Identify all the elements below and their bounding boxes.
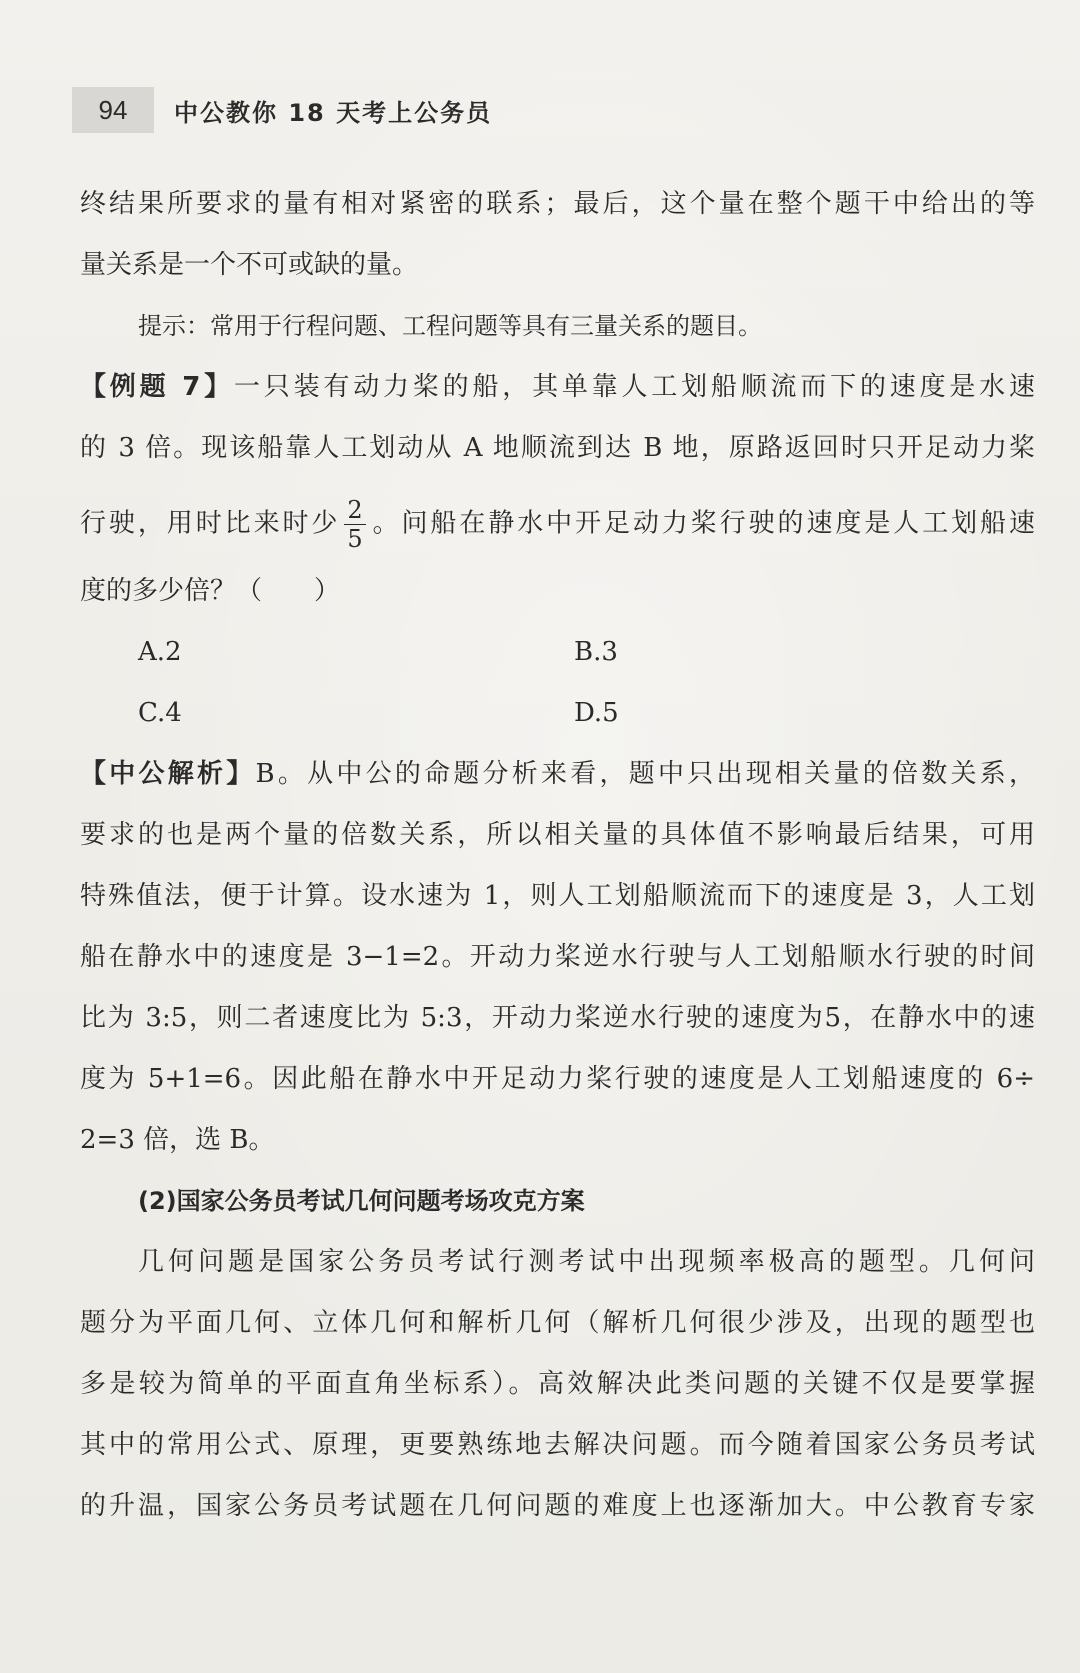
geometry-line: 的升温，国家公务员考试题在几何问题的难度上也逐渐加大。中公教育专家: [80, 1491, 1035, 1521]
analysis-line: 度为 5+1=6。因此船在静水中开足动力桨行驶的速度是人工划船速度的 6÷: [80, 1064, 1035, 1094]
analysis-line: 要求的也是两个量的倍数关系，所以相关量的具体值不影响最后结果，可用: [80, 820, 1035, 850]
example-line: 度的多少倍？（ ）: [80, 576, 341, 606]
option-a: A.2: [138, 637, 182, 667]
analysis-line: [80, 756, 1035, 792]
example-text: 一只装有动力桨的船，其单靠人工划船顺流而下的速度是水速: [234, 372, 1035, 402]
option-b: B.3: [574, 637, 618, 667]
example-text: 。问船在静水中开足动力桨行驶的速度是人工划船速: [369, 508, 1035, 539]
example-label: 【例题 7】: [80, 372, 234, 402]
analysis-line: 特殊值法，便于计算。设水速为 1，则人工划船顺流而下的速度是 3，人工划: [80, 881, 1035, 911]
page-header: [72, 84, 492, 136]
geometry-line: 几何问题是国家公务员考试行测考试中出现频率极高的题型。几何问: [138, 1247, 1035, 1277]
geometry-line: 其中的常用公式、原理，更要熟练地去解决问题。而今随着国家公务员考试: [80, 1430, 1035, 1460]
option-d: D.5: [574, 698, 619, 728]
paragraph-line: 量关系是一个不可或缺的量。: [80, 250, 419, 280]
section-heading: (2)国家公务员考试几何问题考场攻克方案: [138, 1187, 585, 1215]
example-line: 的 3 倍。现该船靠人工划动从 A 地顺流到达 B 地，原路返回时只开足动力桨: [80, 433, 1035, 463]
fraction-numerator: 2: [344, 498, 365, 525]
fraction: [344, 498, 365, 551]
analysis-line: 船在静水中的速度是 3−1=2。开动力桨逆水行驶与人工划船顺水行驶的时间: [80, 942, 1035, 972]
analysis-text: B。从中公的命题分析来看，题中只出现相关量的倍数关系，: [255, 759, 1035, 789]
example-line: [80, 369, 1035, 405]
option-c: C.4: [138, 698, 182, 728]
geometry-line: 多是较为简单的平面直角坐标系）。高效解决此类问题的关键不仅是要掌握: [80, 1369, 1035, 1399]
analysis-label: 【中公解析】: [80, 759, 256, 789]
book-title: 中公教你 18 天考上公务员: [174, 98, 493, 127]
geometry-line: 题分为平面几何、立体几何和解析几何（解析几何很少涉及，出现的题型也: [80, 1308, 1035, 1338]
tip-text: 提示：常用于行程问题、工程问题等具有三量关系的题目。: [138, 312, 762, 340]
example-text: 行驶，用时比来时少: [80, 508, 341, 539]
analysis-line: 2=3 倍，选 B。: [80, 1125, 275, 1155]
example-line: [80, 498, 1035, 551]
page-number: 94: [72, 87, 154, 133]
paragraph-line: 终结果所要求的量有相对紧密的联系；最后，这个量在整个题干中给出的等: [80, 189, 1035, 219]
fraction-denominator: 5: [347, 525, 363, 553]
analysis-line: 比为 3:5，则二者速度比为 5:3，开动力桨逆水行驶的速度为5，在静水中的速: [80, 1003, 1035, 1033]
